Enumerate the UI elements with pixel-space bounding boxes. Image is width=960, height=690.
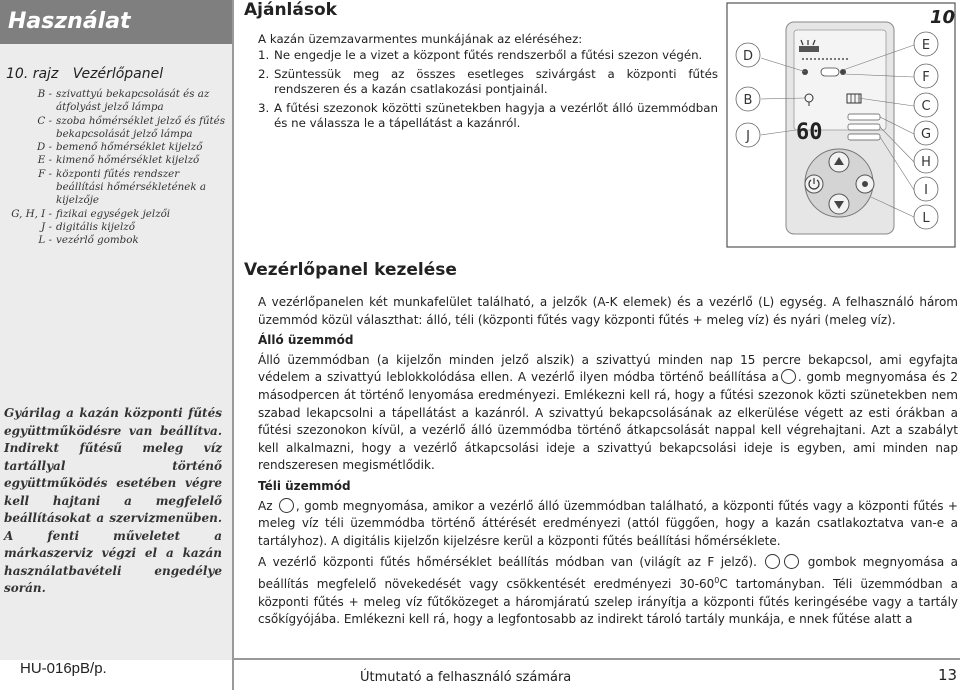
callout-b (736, 87, 760, 111)
legend-key: F - (38, 167, 52, 180)
footer-title: Útmutató a felhasználó számára (360, 670, 572, 685)
legend-item (4, 221, 228, 234)
legend-item (4, 234, 228, 247)
legend-key: C - (37, 114, 52, 127)
callout-g (914, 121, 938, 145)
unit-indicators (848, 114, 880, 140)
thermo-icon (821, 68, 839, 76)
standby-paragraph (258, 352, 958, 475)
figure-number-badge: 10 (930, 7, 956, 28)
legend-text: központi fűtés rendszer beállítási hőmérsékletének a kijelzője (56, 167, 207, 207)
callout-h (914, 149, 938, 173)
legend-key: L - (38, 234, 52, 247)
unit-indicator-i (848, 134, 880, 140)
recommendations-intro: A kazán üzemzavarmentes munkájának az eléréséhez: (258, 32, 583, 46)
list-text: Szüntessük meg az összes esetleges szivárgást a központi fűtés rendszeren és a kazán csatlakozási pontjainál. (274, 66, 718, 97)
callout-letter: I (924, 183, 928, 198)
sidebar (0, 0, 232, 660)
legend-text: fizikai egységek jelzői (56, 207, 171, 220)
unit-indicator-g (848, 114, 880, 120)
list-number: 1. (258, 48, 270, 62)
legend-item (4, 115, 228, 142)
callout-letter: C (921, 99, 931, 114)
figure-number: 10. rajz (6, 66, 59, 82)
callout-letter: J (746, 129, 750, 144)
text-run: gombok megnyomása a beállítás megfelelő növekedését vagy csökkentését eredményezi 30-60 (258, 555, 958, 591)
list-number: 2. (258, 66, 270, 81)
legend-key: J - (41, 220, 52, 233)
callout-letter: G (920, 127, 932, 142)
callout-letter: F (922, 70, 930, 85)
callout-letter: D (742, 49, 754, 64)
legend-text: vezérlő gombok (56, 234, 139, 247)
list-item (258, 101, 718, 132)
sidebar-title: Használat (0, 0, 232, 44)
legend-key: G, H, I - (11, 207, 52, 220)
recommendations-heading: Ajánlások (244, 0, 337, 20)
standby-heading: Álló üzemmód (258, 333, 354, 348)
power-button-icon (781, 369, 796, 384)
callout-l (914, 205, 938, 229)
callout-e (914, 32, 938, 56)
legend-item (4, 154, 228, 167)
intro-paragraph: A vezérlőpanelen két munkafelület található, a jelzők (A-K elemek) és a vezérlő (L) egység. A felhasználó három üzemmód közül választhat: álló, téli (központi fűtés vagy központi fűtés + meleg víz) és nyári (meleg víz). (258, 295, 958, 327)
legend-key: B - (37, 88, 52, 100)
text-run: , gomb megnyomása, amikor a vezérlő álló üzemmódban található, a központi fűtés vagy a központi fűtés + meleg víz téli üzemmódba történő áttérését eredményezi (attól függően, hogy a kazán csatlakoztatva van-e a tartályhoz). A digitális kijelzőn kijelzésre kerül a központi fűtés beállítási hőmérséklete. (258, 498, 958, 548)
legend-item (4, 141, 228, 154)
unit-indicator-h (848, 124, 880, 130)
list-number: 3. (258, 100, 270, 115)
text-run: Az (258, 498, 273, 513)
legend-item (4, 208, 228, 221)
legend-key: E - (37, 154, 52, 167)
legend-text: szivattyú bekapcsolását és az átfolyást jelző lámpa (56, 88, 210, 114)
winter-paragraph (258, 498, 958, 551)
column-divider (232, 0, 234, 690)
mode-icon (862, 181, 868, 187)
page-number: 13 (938, 666, 958, 684)
callout-letter: L (922, 211, 930, 226)
recommendations-list (258, 48, 718, 135)
figure-caption (6, 66, 163, 82)
control-heading: Vezérlőpanel kezelése (244, 260, 457, 280)
callout-letter: E (921, 38, 931, 53)
callout-i (914, 177, 938, 201)
document-code: HU-016pB/p. (20, 660, 107, 677)
list-item (258, 67, 718, 98)
text-run: A vezérlő központi fűtés hőmérséklet beállítás módban van (világít az F jelző). (258, 555, 757, 570)
legend-text: szoba hőmérséklet jelző és fűtés bekapcsolását jelző lámpa (56, 114, 226, 140)
text-run: Álló üzemmódban (a kijelzőn minden jelző alszik) a szivattyú minden nap 15 percre bekapcsol, ami egyfajta védelem a szivattyú leblokkolódása ellen. A vezérlő ilyen módba történő beállítása a (258, 352, 958, 385)
control-body (258, 294, 958, 629)
legend-key: D - (36, 141, 52, 154)
legend-item (4, 88, 228, 115)
footer-divider (232, 658, 960, 660)
up-button-icon (765, 554, 780, 569)
callout-c (914, 93, 938, 117)
legend-item (4, 168, 228, 208)
text-run: . gomb megnyomása és 2 másodpercen át történő lenyomása eredményezi. Emlékezni kell rá, hogy a fűtési szezonok közti szünetekben nem szabad lekapcsolni a tápellátást a kazánról. A szivattyú bekapcsolásának az elkerülése végett az esti órákban a fűtési szezonokon kívül, a vezérlő álló üzemmódba történő átkapcsolását nappal kell végrehajtani. Azt a szabályt kell alkalmazni, hogy a vezérlő átkapcsolási ideje a szivattyú bekapcsolási ideje is egyben, ami minden nap rendszeresen megismétlődik. (258, 370, 958, 473)
legend-text: digitális kijelző (56, 220, 135, 233)
figure-title: Vezérlőpanel (72, 66, 164, 82)
legend-text: bemenő hőmérséklet kijelző (56, 141, 203, 154)
list-text: Ne engedje le a vizet a központ fűtés rendszerből a fűtési szezon végén. (274, 48, 703, 62)
digital-display: 60 (796, 120, 823, 145)
figure-legend (4, 88, 228, 248)
temperature-paragraph (258, 554, 958, 628)
callout-f (914, 64, 938, 88)
text-run: C tartományban. Téli üzemmódban a központi fűtés + meleg víz fűtőközeget a háromjáratú szelep irányítja a központi fűtés keringésébe vagy a tartály csőkígyójába. Emlékezni kell rá, hogy a legfontosabb az indirekt tároló tartály munkája, e nnek fűtése alatt a (258, 576, 958, 627)
callout-d (736, 43, 760, 67)
factory-setting-note: Gyárilag a kazán központi fűtés együttműködésre van beállítva. Indirekt fűtésű meleg víz tartállyal történő együttműködés esetében végre kell hajtani a megfelelő beállításokat a szervizmenüben. A fenti műveletet a márkaszerviz végzi el a kazán használatbavételi engedélye során. (4, 406, 222, 595)
callout-letter: H (921, 155, 931, 170)
callout-letter: B (743, 93, 753, 108)
winter-heading: Téli üzemmód (258, 478, 351, 493)
degree-superscript: 0 (714, 575, 720, 585)
list-text: A fűtési szezonok közötti szünetekben hagyja a vezérlőt álló üzemmódban és ne válassza le a tápellátást a kazánról. (274, 100, 718, 131)
legend-text: kimenő hőmérséklet kijelző (56, 154, 200, 167)
list-item (258, 48, 718, 64)
control-panel-figure (726, 2, 956, 248)
callout-j (736, 123, 760, 147)
down-button-icon (784, 554, 799, 569)
power-button-icon (279, 498, 294, 513)
